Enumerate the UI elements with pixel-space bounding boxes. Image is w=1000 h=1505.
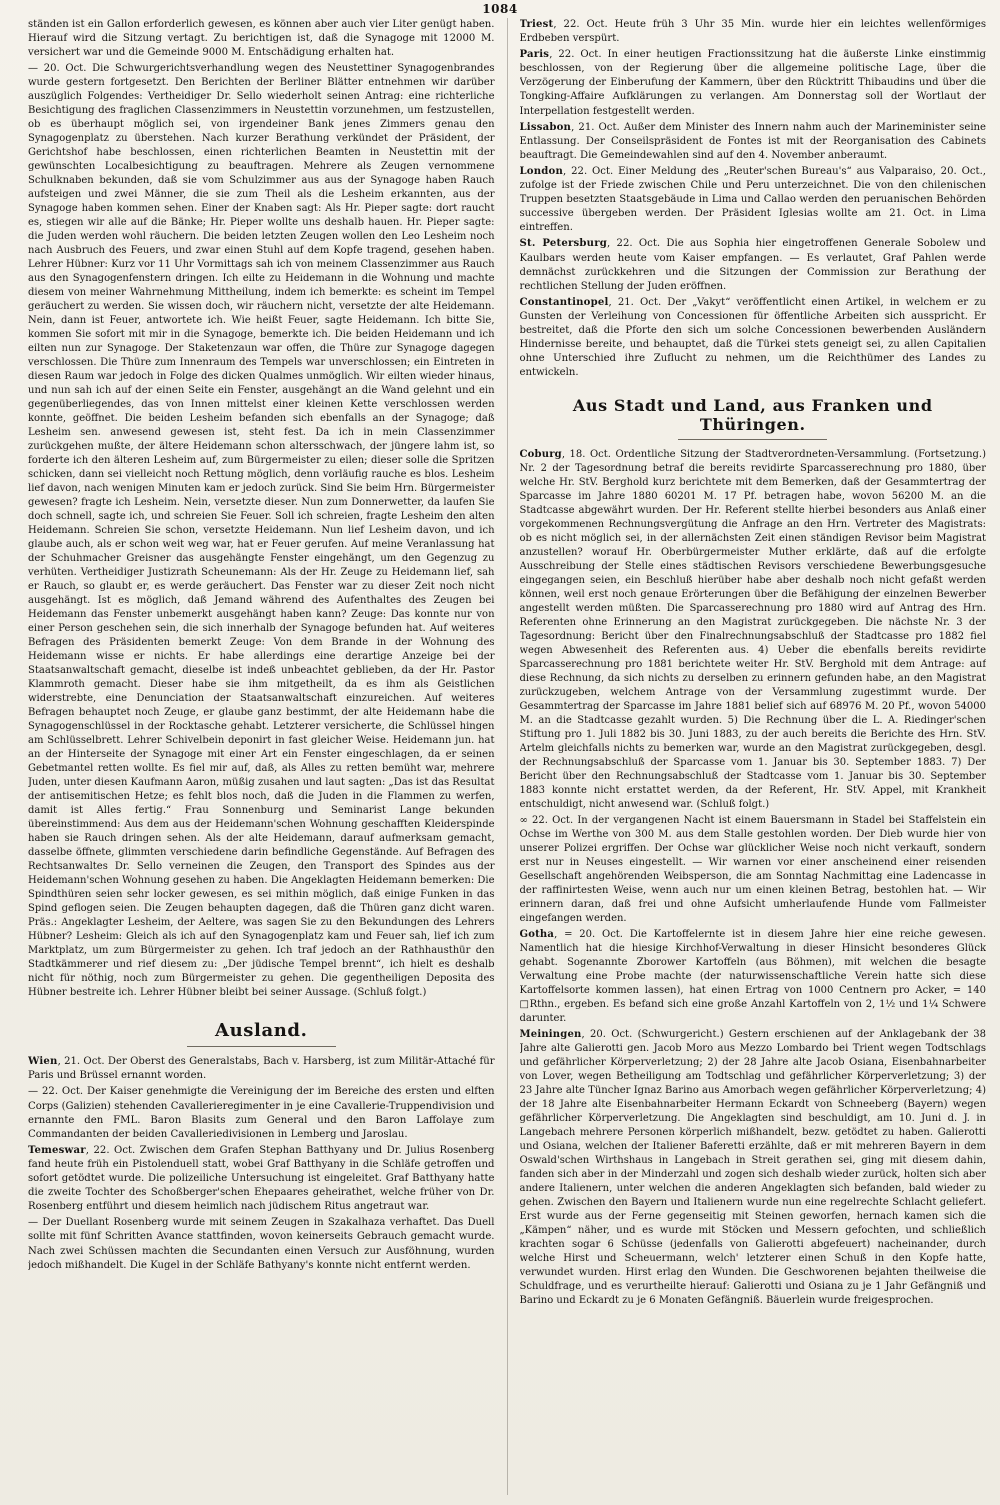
- columns: [28, 18, 986, 1495]
- local-news-item: Coburg, 18. Oct. Ordentliche Sitzung der Stadtverordneten-Versammlung. (Fortsetzung.) Nr. 2 der Tagesordnung betraf die bereits revidirte Sparcasserechnung pro 1880, über welche Hr. StV. Berghold kurz berichtete mit dem Bemerken, daß der Gesammtertrag der Sparcasse im Jahre 1880 60201 M. 17 Pf. betragen habe, wovon 56200 M. an die Stadtcasse abgewährt wurden. Der Hr. Referent stellte hierbei besonders aus Anlaß einer vorgekommenen Rechnungsvergütung die Anfrage an den Hrn. Vertreter des Magistrats: ob es nicht möglich sei, in der allernächsten Zeit einen ständigen Revisor beim Magistrat anzustellen? worauf Hr. Oberbürgermeister Muther erklärte, daß auf die erfolgte Ausschreibung der Stelle eines städtischen Revisors verschiedene Bewerbungsgesuche eingegangen seien, ein Beschluß hierüber habe aber deshalb noch nicht gefaßt werden können, weil erst noch genaue Erörterungen über die Befähigung der einzelnen Bewerber angestellt werden müßten. Die Sparcasserechnung pro 1880 wird auf Antrag des Hrn. Referenten ohne Erinnerung an den Magistrat zurückgegeben. Die nächste Nr. 3 der Tagesordnung: Bericht über den Finalrechnungsabschluß der Stadtcasse pro 1882 fiel wegen Abwesenheit des Referenten aus. 4) Ueber die ebenfalls bereits revidirte Sparcasserechnung pro 1881 berichtete weiter Hr. StV. Berghold mit dem Antrage: auf diese Rechnung, da sich nichts zu derselben zu erinnern gefunden habe, an den Magistrat zurückzugeben, welchem Antrage von der Versammlung zugestimmt wurde. Der Gesammtertrag der Sparcasse im Jahre 1881 belief sich auf 68976 M. 20 Pf., wovon 54000 M. an die Stadtcasse gezahlt wurden. 5) Die Rechnung über die L. A. Riedinger'schen Stiftung pro 1. Juli 1882 bis 30. Juni 1883, zu der auch bereits die Berichte des Hrn. StV. Artelm gleichfalls nichts zu bemerken war, wurde an den Magistrat zurückgegeben, desgl. der Rechnungsabschluß der Sparcasse vom 1. Januar bis 30. September 1883. 7) Der Bericht über den Rechnungsabschluß der Stadtcasse vom 1. Januar bis 30. September 1883 konnte nicht erstattet werden, da der Referent, Hr. StV. Appel, mit Krankheit entschuldigt, nicht anwesend war. (Schluß folgt.): [519, 449, 987, 811]
- left-paragraph-text: — 20. Oct. Die Schwurgerichtsverhandlung wegen des Neustettiner Synagogenbrandes wurde gestern fortgesetzt. Den Berichten der Berliner Blätter entnehmen wir darüber auszüglich Folgendes: Vertheidiger Dr. Sello wiederholt seinen Antrag: eine richterliche Besichtigung des fraglichen Classenzimmers in Neustettin vorzunehmen, um festzustellen, ob es überhaupt möglich sei, von irgendeiner Bank jenes Zimmers genau den Synagogenplatz zu überstehen. Nach kurzer Berathung verkündet der Präsident, der Gerichtshof habe beschlossen, einen richterlichen Beamten in Neustettin mit der gewünschten Localbesichtigung zu beauftragen. Mehrere als Zeugen vernommene Schulknaben bekunden, daß sie vom Schulzimmer aus aus der Synagoge haben Rauch aufsteigen und zwei Männer, die sie zum Theil als die Lesheim erkannten, aus der Synagoge haben kommen sehen. Einer der Knaben sagt: Als Hr. Pieper sagte: dort raucht es, stiegen wir alle auf die Bänke; Hr. Pieper wollte uns deshalb hauen. Hr. Pieper sagte: die Juden werden wohl räuchern. Die beiden letzten Zeugen wollen den Leo Lesheim noch nach Ausbruch des Feuers, und zwar einen Stuhl auf dem Kopfe tragend, gesehen haben. Lehrer Hübner: Kurz vor 11 Uhr Vormittags sah ich von meinem Classenzimmer aus Rauch aus den Synagogenfenstern dringen. Ich eilte zu Heidemann in die Wohnung und machte diesem von meiner Wahrnehmung Mittheilung, indem ich bemerkte: es scheint im Tempel geräuchert zu werden. Sie wissen doch, wir räuchern nicht, versetzte der alte Heidemann. Nein, dann ist Feuer, antwortete ich. Wie heißt Feuer, sagte Heidemann. Ich bitte Sie, kommen Sie sofort mit mir in die Synagoge, bemerkte ich. Die beiden Heidemann und ich eilten nun zur Synagoge. Der Staketenzaun war offen, die Thüre zur Synagoge dagegen verschlossen. Die Thüre zum Innenraum des Tempels war unverschlossen; ein Eintreten in diesen Raum war jedoch in Folge des dicken Qualmes unmöglich. Wir eilten wieder hinaus, und nun sah ich auf der einen Seite ein Fenster, ausgehängt an die Wand gelehnt und ein gegenüberliegendes, das von Innen mittelst einer kleinen Kette verschlossen werden konnte, geöffnet. Die beiden Lesheim befanden sich ebenfalls an der Synagoge; daß Lesheim sen. anwesend gewesen ist, steht fest. Da ich in mein Classenzimmer zurückgehen mußte, der ältere Heidemann schon altersschwach, der jüngere lahm ist, so forderte ich den älteren Lesheim auf, zum Bürgermeister zu eilen; dieser solle die Spritzen schicken, dann sei vielleicht noch Rettung möglich, denn vorläufig rauche es blos. Lesheim lief davon, nach wenigen Minuten kam er jedoch zurück. Sind Sie beim Hrn. Bürgermeister gewesen? fragte ich Lesheim. Nein, versetzte dieser. Nun zum Donnerwetter, da laufen Sie doch schnell, sagte ich, und schreien Sie Feuer. Soll ich schreien, fragte Lesheim den alten Heidemann. Schreien Sie schon, versetzte Heidemann. Nun lief Lesheim davon, und ich glaube auch, als er schon weit weg war, hat er Feuer gerufen. Auf meine Veranlassung hat der Schuhmacher Greisner das ausgehängte Fenster eingehängt, um den Gegenzug zu verhüten. Vertheidiger Justizrath Scheunemann: Als der Hr. Zeuge zu Heidemann lief, sah er Rauch, so glaubt er, es werde geräuchert. Das Fenster war zu dieser Zeit noch nicht ausgehängt. Ist es möglich, daß Jemand während des Aufenthaltes des Zeugen bei Heidemann das Fenster unbemerkt ausgehängt haben kann? Zeuge: Das konnte nur von einer Person geschehen sein, die sich innerhalb der Synagoge befunden hat. Auf weiteres Befragen des Präsidenten bemerkt Zeuge: Von dem Brande in der Wohnung des Heidemann wisse er nichts. Er habe allerdings eine derartige Anzeige bei der Staatsanwaltschaft gemacht, dieselbe ist indeß unbeachtet geblieben, da der Hr. Pastor Klammroth gemacht. Dieser habe sie ihm mitgetheilt, da es ihm als Geistlichen widerstrebte, eine Denunciation der Staatsanwaltschaft einzureichen. Auf weiteres Befragen behauptet noch Zeuge, er glaube ganz bestimmt, der alte Heidemann habe die Synagogenschlüssel in der Rocktasche gehabt. Letzterer versicherte, die Schlüssel hingen am Schlüsselbrett. Lehrer Schivelbein deponirt in fast gleicher Weise. Heidemann jun. hat an der Hinterseite der Synagoge mit einer Art ein Fenster eingeschlagen, da er seinen Gebetmantel retten wollte. Es fiel mir auf, daß, als Alles zu retten bemüht war, mehrere Juden, unter diesen Kaufmann Aaron, müßig zusahen und laut sagten: „Das ist das Resultat der antisemitischen Hetze; es fehlt blos noch, daß die Juden in die Flammen zu werfen, damit ist Alles fertig.“ Frau Sonnenburg und Seminarist Lange bekunden übereinstimmend: Aus dem aus der Heidemann'schen Wohnung geschafften Kleiderspinde haben sie Rauch dringen sehen. Als der alte Heidemann, darauf aufmerksam gemacht, dasselbe öffnete, glimmten verschiedene darin befindliche Gegenstände. Auf Befragen des Rechtsanwaltes Dr. Sello verneinen die Zeugen, den Transport des Spindes aus der Heidemann'schen Wohnung gesehen zu haben. Die Angeklagten Heidemann bemerken: Die Spindthüren seien sehr locker gewesen, es sei mithin möglich, daß einige Funken in das Spind geflogen seien. Die Zeugen behaupten dagegen, daß die Thüren ganz dicht waren. Präs.: Angeklagter Lesheim, der Aeltere, was sagen Sie zu den Bekundungen des Lehrers Hübner? Lesheim: Gleich als ich auf den Synagogenplatz kam und Feuer sah, lief ich zum Marktplatz, um zum Bürgermeister zu gehen. Ich traf jedoch an der Rathhausthür den Stadtkämmerer und rief diesem zu: „Der jüdische Tempel brennt“, ich hielt es deshalb nicht für nöthig, noch zum Bürgermeister zu gehen. Die gegentheiligen Deposita des Hübner bestreite ich. Lehrer Hübner bleibt bei seiner Aussage. (Schluß folgt.): [28, 63, 495, 999]
- news-item: Temeswar, 22. Oct. Zwischen dem Grafen Stephan Batthyany und Dr. Julius Rosenberg fand heute früh ein Pistolenduell statt, wobei Graf Batthyany in die Schläfe getroffen und sofort getödtet wurde. Die polizeiliche Untersuchung ist eingeleitet. Graf Batthyany hatte die zweite Tochter des Schoßberger'schen Ehepaares geheirathet, welche früher von Dr. Rosenberg entführt und diesem heimlich nach jüdischem Ritus angetraut war.: [28, 1144, 495, 1213]
- local-news-heading: Aus Stadt und Land, aus Franken und Thüringen.: [520, 396, 987, 440]
- news-place: Wien: [28, 1056, 58, 1068]
- right-column: [520, 18, 987, 1495]
- left-paragraph-text: ständen ist ein Gallon erforderlich gewesen, es können aber auch vier Liter genügt haben. Hierauf wird die Sitzung vertagt. Zu berichtigen ist, daß die Synagoge mit 12000 M. versichert war und die Gemeinde 9000 M. Entschädigung erhalten hat.: [28, 19, 495, 59]
- news-text: 21. Oct. Der „Vakyt“ veröffentlicht einen Artikel, in welchem er zu Gunsten der Verleihung von Concessionen für öffentliche Arbeiten sich ausspricht. Er bestreitet, daß die Pforte den sich um solche Concessionen bewerbenden Ausländern Hindernisse bereite, und behauptet, daß die Türkei stets geneigt sei, zu allen Capitalien ohne Unterschied ihre Zuflucht zu nehmen, um die Reichthümer des Landes zu entwickeln.: [519, 296, 987, 379]
- page-number: 1084: [482, 2, 518, 16]
- news-place: Coburg: [519, 449, 562, 461]
- news-text: ∞ 22. Oct. In der vergangenen Nacht ist einem Bauersmann in Stadel bei Staffelstein ein Ochse im Werthe von 300 M. aus dem Stalle gestohlen worden. Der Dieb wurde hier von unserer Polizei ergriffen. Der Ochse war glücklicher Weise noch nicht verkauft, sondern erst nur in Neuses eingestellt. — Wir warnen vor einer anscheinend einer reisenden Gesellschaft angehörenden Weibsperson, die am Sonntag Nachmittag eine Ladencasse in der raffinirtesten Weise, wenn auch nur um einen kleinen Betrag, bestohlen hat. — Wir erinnern daran, daß frei und ohne Aufsicht umherlaufende Hunde vom Fallmeister eingefangen werden.: [519, 815, 987, 925]
- news-place: St. Petersburg: [519, 238, 607, 250]
- left-paragraph: [28, 18, 495, 60]
- news-place: Triest: [519, 19, 554, 30]
- news-place: Lissabon: [519, 121, 572, 133]
- news-place: Paris: [519, 49, 550, 61]
- news-item: Paris, 22. Oct. In einer heutigen Fractionssitzung hat die äußerste Linke einstimmig beschlossen, von der Regierung über die allgemeine politische Lage, über die Verzögerung der Einberufung der Kammern, über den Rücktritt Thibaudins und über die Tongking-Affaire Aufklärungen zu verlangen. Am Donnerstag soll der Wortlaut der Interpellation festgestellt werden.: [519, 49, 987, 117]
- news-item: Wien, 21. Oct. Der Oberst des Generalstabs, Bach v. Harsberg, ist zum Militär-Attaché für Paris und Brüssel ernannt worden.: [28, 1056, 495, 1082]
- news-text: 22. Oct. In einer heutigen Fractionssitzung hat die äußerste Linke einstimmig beschlossen, von der Regierung über die allgemeine politische Lage, über die Verzögerung der Einberufung der Kammern, über den Rücktritt Thibaudins und über die Tongking-Affaire Aufklärungen zu verlangen. Am Donnerstag soll der Wortlaut der Interpellation festgestellt werden.: [519, 49, 987, 117]
- section-spacer: [28, 1002, 495, 1012]
- news-text: — Der Duellant Rosenberg wurde mit seinem Zeugen in Szakalhaza verhaftet. Das Duell sollte mit fünf Schritten Avance stattfinden, wovon keinerseits Gebrauch gemacht wurde. Nach zwei Schüssen machten die Secundanten einen Versuch zur Ausföhnung, wurden jedoch mißhandelt. Die Kugel in der Schläfe Bathyany's konnte nicht entfernt werden.: [28, 1217, 495, 1271]
- local-news-item: [520, 814, 987, 926]
- left-paragraph: [28, 62, 495, 1000]
- local-news-item: Meiningen, 20. Oct. (Schwurgericht.) Gestern erschienen auf der Anklagebank der 38 Jahre alte Galierotti gen. Jacob Moro aus Mezzo Lombardo bei Trient wegen Todtschlags und gefährlicher Körperverletzung; 2) der 28 Jahre alte Jacob Osiana, Eisenbahnarbeiter von Lover, wegen Betheiligung am Todtschlag und gefährlicher Körperverletzung; 3) der 23 Jahre alte Tüncher Ignaz Barino aus Amorbach wegen gefährlicher Körperverletzung; 4) der 18 Jahre alte Eisenbahnarbeiter Hermann Eckardt von Schneeberg (Bayern) wegen gefährlicher Körperverletzung. Die Angeklagten sind beschuldigt, am 10. Juni d. J. in Langebach mehrere Personen körperlich mißhandelt, bezw. getödtet zu haben. Galierotti und Osiana, welchen der Italiener Baferetti erzählte, daß er mit mehreren Bayern in dem Oswald'schen Wirthshaus in Langebach in Streit gerathen sei, ging mit diesem dahin, fanden sich aber in der Minderzahl und zogen sich deshalb wieder zurück, holten sich aber andere Italienern, unter welchen die anderen Angeklagten sich befanden, bald wieder zu gehen. Zwischen den Bayern und Italienern wurde nun eine regelrechte Schlacht geliefert. Erst wurde aus der Ferne gegenseitig mit Steinen geworfen, hernach kamen sich die „Kämpen“ näher, und es wurde mit Stöcken und Messern gefochten, und schließlich krachten sogar 6 Schüsse (jedenfalls von Galierotti abgefeuert) nacheinander, durch welche Hirst und Scheuermann, welch' letzterer einen Schuß in den Kopfe hatte, verwundet wurden. Hirst erlag den Wunden. Die Geschworenen bejahten theilweise die Schuldfrage, und es verurtheilte hierauf: Galierotti und Osiana zu je 1 Jahr Gefängniß und Barino und Eckardt zu je 6 Monaten Gefängniß. Bäuerlein wurde freigesprochen.: [519, 1029, 987, 1307]
- news-place: London: [519, 165, 563, 177]
- news-place: Gotha: [519, 929, 555, 941]
- left-column: [28, 18, 495, 1495]
- news-item: [28, 1085, 495, 1141]
- news-text: — 22. Oct. Der Kaiser genehmigte die Vereinigung der im Bereiche des ersten und elften Corps (Galizien) stehenden Cavallerieregimenter in je eine Cavallerie-Truppendivision und ernannte den FML. Baron Blasits zum General und den Baron Laffolaye zum Commandanten der beiden Cavalleriedivisionen in Lemberg und Jaroslau.: [28, 1086, 495, 1140]
- news-text: 21. Oct. Der Oberst des Generalstabs, Bach v. Harsberg, ist zum Militär-Attaché für Paris und Brüssel ernannt worden.: [28, 1056, 495, 1082]
- news-place: Temeswar: [28, 1144, 86, 1156]
- news-item: Constantinopel, 21. Oct. Der „Vakyt“ veröffentlicht einen Artikel, in welchem er zu Gunsten der Verleihung von Concessionen für öffentliche Arbeiten sich ausspricht. Er bestreitet, daß die Pforte den sich um solche Concessionen bewerbenden Ausländern Hindernisse bereite, und behauptet, daß die Türkei stets geneigt sei, zu allen Capitalien ohne Unterschied ihre Zuflucht zu nehmen, um die Reichthümer des Landes zu entwickeln.: [519, 296, 987, 379]
- ausland-heading: Ausland.: [28, 1020, 495, 1047]
- news-text: 22. Oct. Einer Meldung des „Reuter'schen Bureau's“ aus Valparaiso, 20. Oct., zufolge ist der Friede zwischen Chile und Peru unterzeichnet. Die von den chilenischen Truppen besetzten Staatsgebäude in Lima und Callao werden den peruanischen Behörden successive übergeben werden. Der Präsident Iglesias wollte am 21. Oct. in Lima eintreffen.: [519, 165, 987, 234]
- news-place: Meiningen: [519, 1029, 582, 1041]
- news-item: Lissabon, 21. Oct. Außer dem Minister des Innern nahm auch der Marineminister seine Entlassung. Der Conseilspräsident de Fontes ist mit der Reorganisation des Cabinets beauftragt. Die Gemeindewahlen sind auf den 4. November anberaumt.: [519, 121, 987, 161]
- news-text: 21. Oct. Außer dem Minister des Innern nahm auch der Marineminister seine Entlassung. Der Conseilspräsident de Fontes ist mit der Reorganisation des Cabinets beauftragt. Die Gemeindewahlen sind auf den 4. November anberaumt.: [519, 121, 987, 161]
- news-item: St. Petersburg, 22. Oct. Die aus Sophia hier eingetroffenen Generale Sobolew und Kaulbars werden heute vom Kaiser empfangen. — Es verlautet, Graf Pahlen werde demnächst zurückkehren und die Sitzungen der Commission zur Berathung der rechtlichen Stellung der Juden eröffnen.: [519, 238, 987, 292]
- news-text: 22. Oct. Zwischen dem Grafen Stephan Batthyany und Dr. Julius Rosenberg fand heute früh ein Pistolenduell statt, wobei Graf Batthyany in die Schläfe getroffen und sofort getödtet wurde. Die polizeiliche Untersuchung ist eingeleitet. Graf Batthyany hatte die zweite Tochter des Schoßberger'schen Ehepaares geheirathet, welche früher von Dr. Rosenberg entführt und diesem heimlich nach jüdischem Ritus angetraut war.: [28, 1144, 495, 1213]
- news-text: 22. Oct. Die aus Sophia hier eingetroffenen Generale Sobolew und Kaulbars werden heute vom Kaiser empfangen. — Es verlautet, Graf Pahlen werde demnächst zurückkehren und die Sitzungen der Commission zur Berathung der rechtlichen Stellung der Juden eröffnen.: [519, 238, 987, 292]
- news-text: = 20. Oct. Die Kartoffelernte ist in diesem Jahre hier eine reiche gewesen. Namentlich hat die hiesige Kirchhof-Verwaltung in dieser Hinsicht besonderes Glück gehabt. Sogenannte Zborower Kartoffeln (aus Böhmen), mit welchen die besagte Verwaltung eine Probe machte (der naturwissenschaftliche Verein hatte sich diese Kartoffelsorte kommen lassen), hat einen Ertrag von 1000 Centnern pro Acker, = 140 □Rthn., ergeben. Es befand sich eine große Anzahl Kartoffeln von 2, 1½ und 1¼ Schwere darunter.: [519, 929, 987, 1025]
- news-place: Constantinopel: [519, 296, 609, 308]
- news-text: 20. Oct. (Schwurgericht.) Gestern erschienen auf der Anklagebank der 38 Jahre alte Galierotti gen. Jacob Moro aus Mezzo Lombardo bei Trient wegen Todtschlags und gefährlicher Körperverletzung; 2) der 28 Jahre alte Jacob Osiana, Eisenbahnarbeiter von Lover, wegen Betheiligung am Todtschlag und gefährlicher Körperverletzung; 3) der 23 Jahre alte Tüncher Ignaz Barino aus Amorbach wegen gefährlicher Körperverletzung; 4) der 18 Jahre alte Eisenbahnarbeiter Hermann Eckardt von Schneeberg (Bayern) wegen gefährlicher Körperverletzung. Die Angeklagten sind beschuldigt, am 10. Juni d. J. in Langebach mehrere Personen körperlich mißhandelt, bezw. getödtet zu haben. Galierotti und Osiana, welchen der Italiener Baferetti erzählte, daß er mit mehreren Bayern in dem Oswald'schen Wirthshaus in Langebach in Streit gerathen sei, ging mit diesem dahin, fanden sich aber in der Minderzahl und zogen sich deshalb wieder zurück, holten sich aber andere Italienern, unter welchen die anderen Angeklagten sich befanden, bald wieder zu gehen. Zwischen den Bayern und Italienern wurde nun eine regelrechte Schlacht geliefert. Erst wurde aus der Ferne gegenseitig mit Steinen geworfen, hernach kamen sich die „Kämpen“ näher, und es wurde mit Stöcken und Messern gefochten, und schließlich krachten sogar 6 Schüsse (jedenfalls von Galierotti abgefeuert) nacheinander, durch welche Hirst und Scheuermann, welch' letzterer einen Schuß in den Kopfe hatte, verwundet wurden. Hirst erlag den Wunden. Die Geschworenen bejahten theilweise die Schuldfrage, und es verurtheilte hierauf: Galierotti und Osiana zu je 1 Jahr Gefängniß und Barino und Eckardt zu je 6 Monaten Gefängniß. Bäuerlein wurde freigesprochen.: [519, 1029, 987, 1307]
- news-item: London, 22. Oct. Einer Meldung des „Reuter'schen Bureau's“ aus Valparaiso, 20. Oct., zufolge ist der Friede zwischen Chile und Peru unterzeichnet. Die von den chilenischen Truppen besetzten Staatsgebäude in Lima und Callao werden den peruanischen Behörden successive übergeben werden. Der Präsident Iglesias wollte am 21. Oct. in Lima eintreffen.: [519, 165, 987, 234]
- news-item: Triest, 22. Oct. Heute früh 3 Uhr 35 Min. wurde hier ein leichtes wellenförmiges Erdbeben verspürt.: [519, 19, 987, 45]
- news-text: 18. Oct. Ordentliche Sitzung der Stadtverordneten-Versammlung. (Fortsetzung.) Nr. 2 der Tagesordnung betraf die bereits revidirte Sparcasserechnung pro 1880, über welche Hr. StV. Berghold kurz berichtete mit dem Bemerken, daß der Gesammtertrag der Sparcasse im Jahre 1880 60201 M. 17 Pf. betragen habe, wovon 56200 M. an die Stadtcasse abgewährt wurden. Der Hr. Referent stellte hierbei besonders aus Anlaß einer vorgekommenen Rechnungsvergütung die Anfrage an den Hrn. Vertreter des Magistrats: ob es nicht möglich sei, in der allernächsten Zeit einen ständigen Revisor beim Magistrat anzustellen? worauf Hr. Oberbürgermeister Muther erklärte, daß auf die erfolgte Ausschreibung der Stelle eines städtischen Revisors verschiedene Bewerbungsgesuche eingegangen seien, ein Beschluß hierüber habe aber deshalb noch nicht gefaßt werden können, weil erst noch genaue Erörterungen über die Befähigung der einzelnen Bewerber angestellt werden müßten. Die Sparcasserechnung pro 1880 wird auf Antrag des Hrn. Referenten ohne Erinnerung an den Magistrat zurückgegeben. Die nächste Nr. 3 der Tagesordnung: Bericht über den Finalrechnungsabschluß der Stadtcasse pro 1882 fiel wegen Abwesenheit des Referenten aus. 4) Ueber die ebenfalls bereits revidirte Sparcasserechnung pro 1881 berichtete weiter Hr. StV. Berghold mit dem Antrage: auf diese Rechnung, da sich nichts zu derselben zu erinnern gefunden habe, an den Magistrat zurückzugeben, welchem Antrage von der Versammlung zugestimmt wurde. Der Gesammtertrag der Sparcasse im Jahre 1881 belief sich auf 68976 M. 20 Pf., wovon 54000 M. an die Stadtcasse gezahlt wurden. 5) Die Rechnung über die L. A. Riedinger'schen Stiftung pro 1. Juli 1882 bis 30. Juni 1883, zu der auch bereits die Berichte des Hrn. StV. Artelm gleichfalls nichts zu bemerken war, wurde an den Magistrat zurückgegeben, desgl. der Rechnungsabschluß der Sparcasse vom 1. Januar bis 30. September 1883. 7) Der Bericht über den Rechnungsabschluß der Stadtcasse vom 1. Januar bis 30. September 1883 konnte nicht erstattet werden, da der Referent, Hr. StV. Appel, mit Krankheit entschuldigt, nicht anwesend war. (Schluß folgt.): [519, 449, 987, 811]
- news-text: 22. Oct. Heute früh 3 Uhr 35 Min. wurde hier ein leichtes wellenförmiges Erdbeben verspürt.: [519, 19, 987, 45]
- local-news-item: Gotha, = 20. Oct. Die Kartoffelernte ist in diesem Jahre hier eine reiche gewesen. Namentlich hat die hiesige Kirchhof-Verwaltung in dieser Hinsicht besonderes Glück gehabt. Sogenannte Zborower Kartoffeln (aus Böhmen), mit welchen die besagte Verwaltung eine Probe machte (der naturwissenschaftliche Verein hatte sich diese Kartoffelsorte kommen lassen), hat einen Ertrag von 1000 Centnern pro Acker, = 140 □Rthn., ergeben. Es befand sich eine große Anzahl Kartoffeln von 2, 1½ und 1¼ Schwere darunter.: [519, 929, 987, 1025]
- column-rule: [507, 18, 508, 1495]
- section-spacer: [520, 382, 987, 388]
- news-item: [28, 1216, 495, 1272]
